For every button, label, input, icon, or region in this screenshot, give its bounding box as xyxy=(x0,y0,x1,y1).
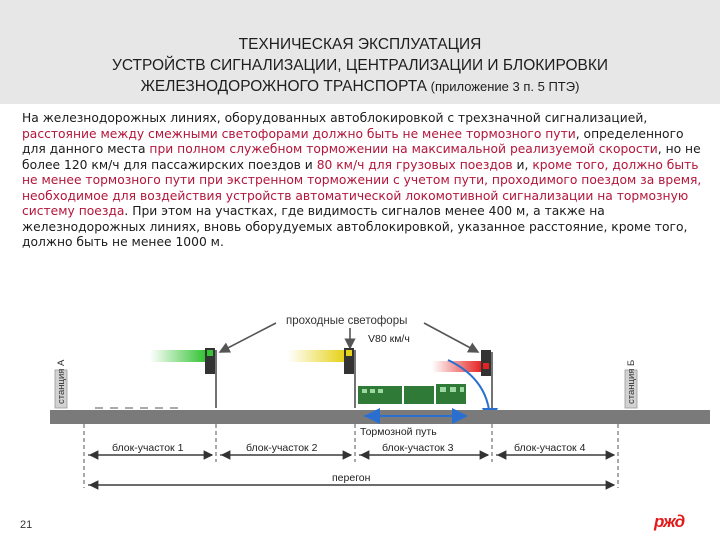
title-note: (приложение 3 п. 5 ПТЭ) xyxy=(427,79,580,94)
station-b-label: станция Б xyxy=(626,359,637,404)
title-line-1: ТЕХНИЧЕСКАЯ ЭКСПЛУАТАЦИЯ xyxy=(238,36,482,53)
highlight-distance: расстояние между смежными светофорами должно быть не менее тормозного пути xyxy=(22,126,576,141)
station-a-label: станция А xyxy=(56,359,67,404)
highlight-freight-speed: 80 км/ч для грузовых поездов xyxy=(316,157,513,172)
page-number: 21 xyxy=(20,519,33,531)
braking-distance-label: Тормозной путь xyxy=(360,426,437,438)
pointer-line-left xyxy=(220,323,276,352)
block-1-label: блок-участок 1 xyxy=(112,442,184,454)
block-3-label: блок-участок 3 xyxy=(382,442,454,454)
body-paragraph xyxy=(22,111,708,251)
train xyxy=(358,384,466,404)
signals-label: проходные светофоры xyxy=(286,315,408,327)
text-part-9: . При этом на участках, где видимость сигналов менее 400 м, а также на железнодорожных линиях, вновь оборудуемых автоблокировкой, указанное расстояние, кроме того, должно быть не менее 1000 м. xyxy=(22,204,688,249)
pointer-line-right xyxy=(424,323,478,352)
text-part-7: и, xyxy=(512,157,533,172)
signal-1 xyxy=(205,348,216,408)
block-2-label: блок-участок 2 xyxy=(246,442,318,454)
block-4-label: блок-участок 4 xyxy=(514,442,586,454)
speed-label: V80 км/ч xyxy=(368,333,410,345)
text-part-1: На железнодорожных линиях, оборудованных автоблокировкой с трехзначной сигнализацией, xyxy=(22,111,648,125)
signal-2 xyxy=(344,348,355,408)
title-line-3 xyxy=(20,76,700,97)
highlight-emergency: кроме того, должно быть не менее тормозного пути при экстренном торможении с учетом пути, проходимого поездом за время, необходимое для воздействия устройств автоматической локомотивной сигнализации на тормозную систему поезда xyxy=(22,157,702,218)
red-light-glow xyxy=(432,361,482,372)
haul-label: перегон xyxy=(332,472,371,484)
title-line-3-main: ЖЕЛЕЗНОДОРОЖНОГО ТРАНСПОРТА xyxy=(140,78,428,95)
green-light-glow xyxy=(150,350,205,362)
block-section-diagram xyxy=(0,290,720,500)
text-part-5: , но не более 120 км/ч для пассажирских поездов и xyxy=(22,142,701,172)
rzd-logo: ржд xyxy=(654,512,685,531)
text-part-3: , определенного для данного места xyxy=(22,126,684,156)
slide-title xyxy=(20,34,700,97)
yellow-light-glow xyxy=(288,350,344,362)
highlight-braking: при полном служебном торможении на максимальной реализуемой скорости xyxy=(149,142,658,156)
title-line-2: УСТРОЙСТВ СИГНАЛИЗАЦИИ, ЦЕНТРАЛИЗАЦИИ И БЛОКИРОВКИ xyxy=(111,57,609,74)
